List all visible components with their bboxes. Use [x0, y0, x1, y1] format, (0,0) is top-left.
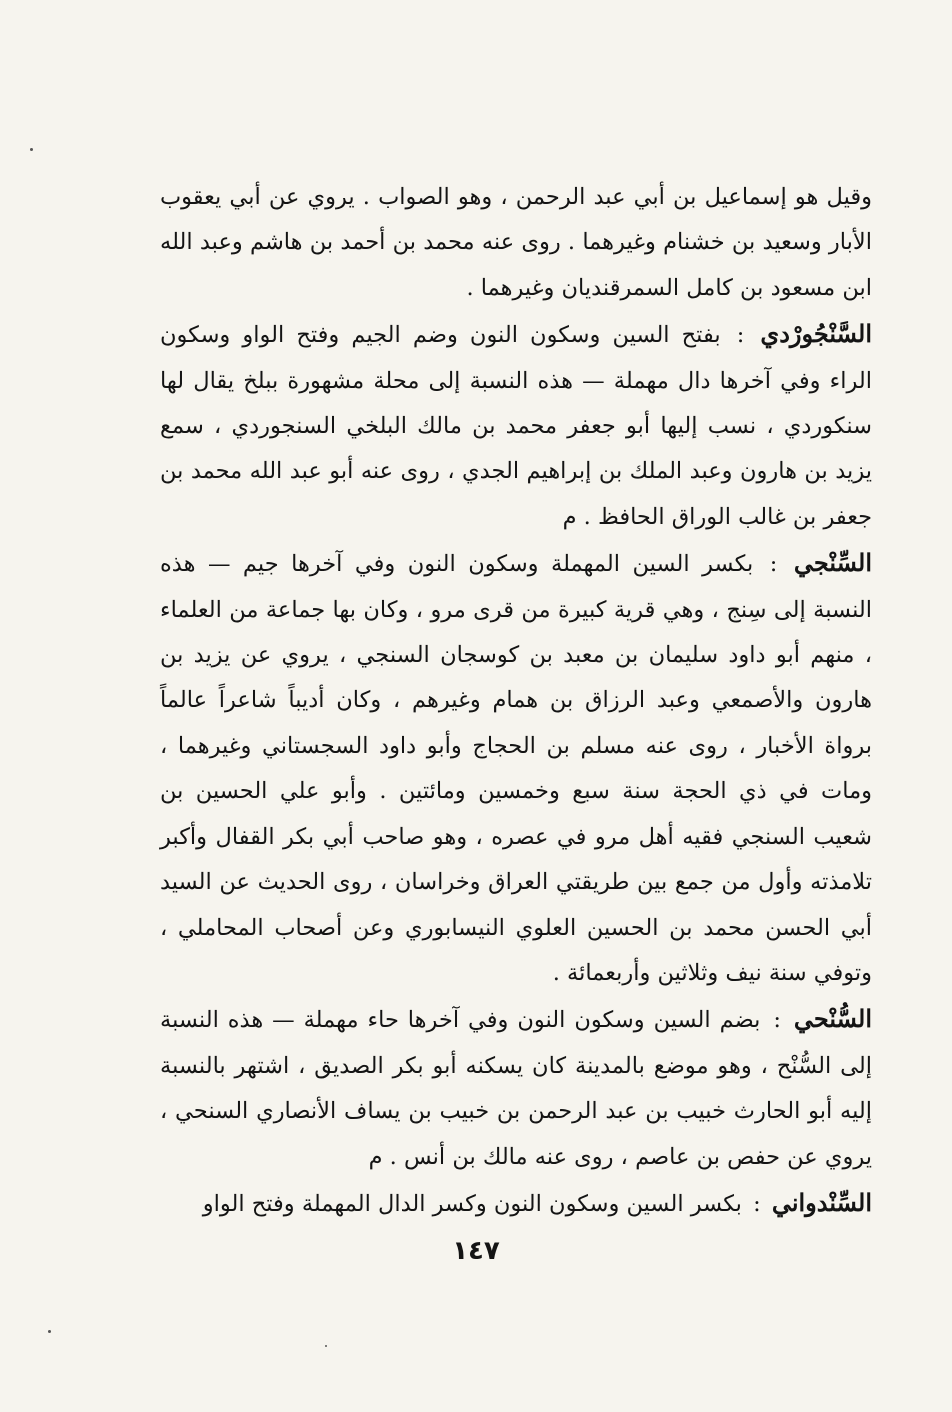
entry-body: بكسر السين المهملة وسكون النون وفي آخرها جيم — هذه النسبة إلى سِنج ، وهي قرية كبيرة من قرى مرو ، وكان بها جماعة من العلماء ، منهم أبو داود سليمان بن معبد بن كوسجان السنجي ، يروي عن يزيد بن هارون والأصمعي وعبد الرزاق بن همام وغيرهم ، وكان أديباً شاعراً عالماً برواة الأخبار ، روى عنه مسلم بن الحجاج وأبو داود السجستاني وغيرهما ، ومات في ذي الحجة سنة سبع وخمسين ومائتين . وأبو علي الحسين بن شعيب السنجي فقيه أهل مرو في عصره ، وهو صاحب أبي بكر القفال وأكبر تلامذته وأول من جمع بين طريقتي العراق وخراسان ، روى الحديث عن السيد أبي الحسن محمد بن الحسين العلوي النيسابوري وعن أصحاب المحاملي ، وتوفي سنة نيف وثلاثين وأربعمائة . [160, 551, 872, 986]
entry-sindawani [160, 1180, 872, 1227]
continuation-paragraph [160, 175, 872, 311]
entry-headword: السِّنْجي [793, 548, 873, 578]
entry-sanjurdi [160, 311, 872, 540]
scan-speck [48, 1330, 51, 1333]
scan-speck [30, 148, 33, 151]
entry-separator: : [736, 322, 745, 349]
scan-speck [325, 1345, 327, 1347]
entry-headword: السُّنْحي [793, 1004, 872, 1034]
entry-body: بفتح السين وسكون النون وضم الجيم وفتح الواو وسكون الراء وفي آخرها دال مهملة — هذه النسبة إلى محلة مشهورة ببلخ يقال لها سنكوردي ، نسب إليها أبو جعفر محمد بن مالك البلخي السنجوردي ، سمع يزيد بن هارون وعبد الملك بن إبراهيم الجدي ، روى عنه أبو عبد الله محمد بن جعفر بن غالب الوراق الحافظ . م [160, 322, 872, 530]
entry-separator: : [753, 1190, 761, 1217]
entry-separator: : [769, 551, 778, 578]
entry-separator: : [773, 1007, 781, 1034]
entry-body: بضم السين وسكون النون وفي آخرها حاء مهملة — هذه النسبة إلى السُّنْح ، وهو موضع بالمدينة كان يسكنه أبو بكر الصديق ، اشتهر بالنسبة إليه أبو الحارث خبيب بن عبد الرحمن بن خبيب بن يساف الأنصاري السنحي ، يروي عن حفص بن عاصم ، روى عنه مالك بن أنس . م [160, 1007, 872, 1170]
main-text [160, 175, 872, 1227]
page-number: ١٤٧ [452, 1236, 500, 1266]
entry-headword: السِّنْدواني [771, 1187, 872, 1217]
continuation-text: وقيل هو إسماعيل بن أبي عبد الرحمن ، وهو الصواب . يروي عن أبي يعقوب الأبار وسعيد بن خشنام وغيرهما . روى عنه محمد بن أحمد بن هاشم وعبد الله ابن مسعود بن كامل السمرقنديان وغيرهما . [160, 184, 872, 301]
entry-sunhi [160, 996, 872, 1180]
entry-sinji [160, 540, 872, 996]
entry-headword: السَّنْجُورْدي [760, 319, 873, 349]
entry-body: بكسر السين وسكون النون وكسر الدال المهملة وفتح الواو [202, 1190, 742, 1217]
